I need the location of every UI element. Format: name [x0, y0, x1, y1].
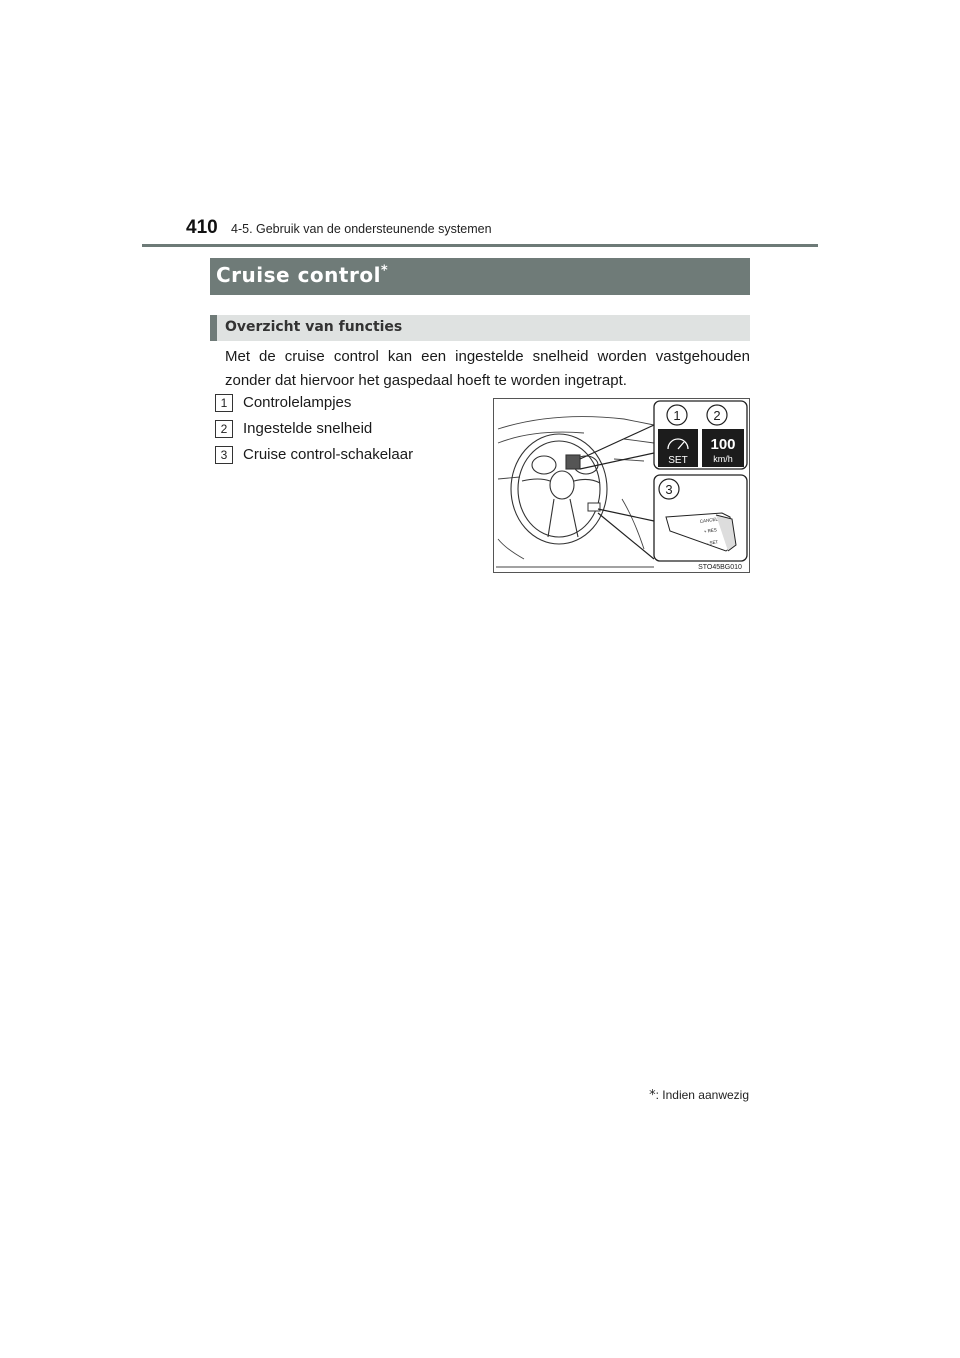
- callout-1: [667, 405, 687, 425]
- asterisk-marker: *: [380, 263, 389, 279]
- list-item-label: Cruise control-schakelaar: [243, 446, 414, 463]
- svg-text:2: 2: [713, 408, 721, 423]
- subsection-banner: [210, 315, 750, 341]
- set-indicator-text: SET: [668, 455, 688, 466]
- section-title: 4-5. Gebruik van de ondersteunende systemen: [231, 222, 492, 236]
- subsection-accent-bar: [210, 315, 217, 341]
- callout-number: 3: [215, 446, 233, 464]
- main-title: Cruise control*: [216, 263, 389, 287]
- steering-wheel-diagram: [494, 399, 749, 572]
- intro-paragraph: Met de cruise control kan een ingestelde snelheid worden vastgehouden zonder dat hiervoor het gaspedaal hoeft te worden ingetrapt.: [225, 348, 750, 389]
- callout-3: [659, 479, 679, 499]
- subsection-title: Overzicht van functies: [225, 319, 403, 335]
- list-item-label: Controlelampjes: [243, 394, 352, 411]
- list-item-label: Ingestelde snelheid: [243, 420, 373, 437]
- main-title-banner: [210, 258, 750, 295]
- footnote-text: : Indien aanwezig: [655, 1088, 749, 1102]
- figure-code: STO45BG010: [698, 564, 742, 571]
- lever-label-cancel: CANCEL: [699, 516, 719, 524]
- callout-2: [707, 405, 727, 425]
- svg-text:3: 3: [665, 482, 673, 497]
- page-number: 410: [186, 217, 218, 238]
- set-speed-value: 100: [710, 436, 736, 453]
- footnote: [649, 1088, 749, 1103]
- lever-label-res: + RES: [703, 527, 718, 534]
- lever-label-set: – SET: [705, 539, 719, 546]
- set-speed-unit: km/h: [713, 454, 733, 464]
- cruise-control-illustration: [493, 398, 750, 573]
- asterisk-marker: *: [649, 1088, 656, 1103]
- callout-number: 1: [215, 394, 233, 412]
- callout-number: 2: [215, 420, 233, 438]
- svg-text:1: 1: [673, 408, 681, 423]
- header-rule: [142, 244, 818, 247]
